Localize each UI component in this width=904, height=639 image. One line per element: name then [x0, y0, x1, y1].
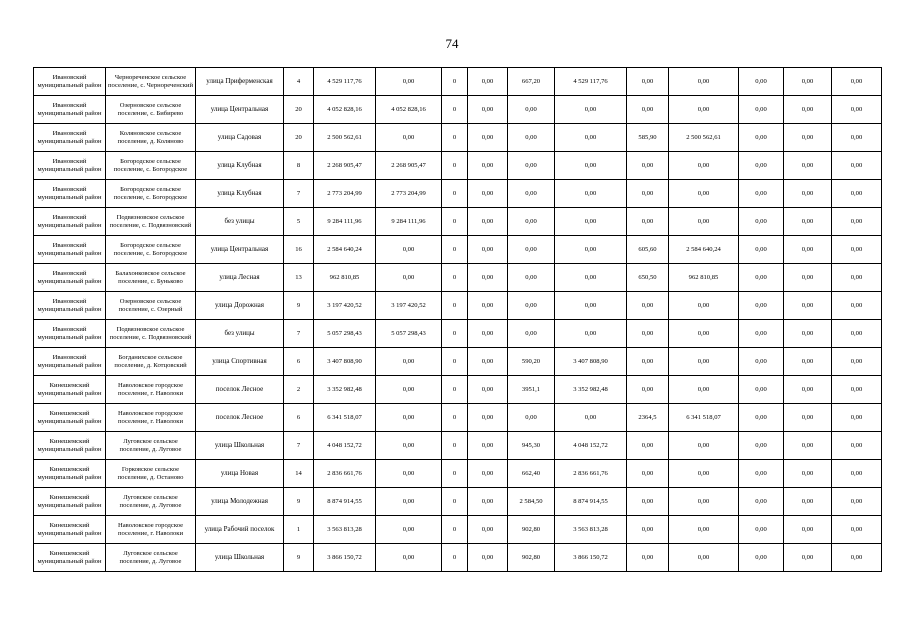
cell-street: улица Лесная — [196, 264, 284, 292]
cell-col-6: 0,00 — [376, 460, 442, 488]
cell-col-11: 0,00 — [627, 96, 669, 124]
cell-street: улица Клубная — [196, 152, 284, 180]
table-row — [34, 264, 882, 292]
cell-col-15: 0,00 — [832, 236, 882, 264]
cell-col-7: 0 — [442, 208, 468, 236]
cell-district: Ивановский муниципальный район — [34, 236, 106, 264]
cell-district: Кинешемский муниципальный район — [34, 544, 106, 572]
cell-col-14: 0,00 — [784, 348, 832, 376]
cell-col-4: 2 — [284, 376, 314, 404]
cell-col-5: 2 500 562,61 — [314, 124, 376, 152]
cell-col-13: 0,00 — [739, 124, 784, 152]
cell-col-11: 0,00 — [627, 376, 669, 404]
cell-district: Ивановский муниципальный район — [34, 152, 106, 180]
cell-settlement: Балахонковское сельское поселение, с. Буньково — [106, 264, 196, 292]
cell-district: Кинешемский муниципальный район — [34, 460, 106, 488]
cell-street: улица Новая — [196, 460, 284, 488]
cell-settlement: Луговское сельское поселение, д. Луговое — [106, 544, 196, 572]
cell-col-9: 0,00 — [508, 96, 555, 124]
cell-col-9: 0,00 — [508, 180, 555, 208]
cell-col-6: 3 197 420,52 — [376, 292, 442, 320]
cell-col-5: 3 352 982,48 — [314, 376, 376, 404]
cell-col-14: 0,00 — [784, 180, 832, 208]
cell-col-7: 0 — [442, 152, 468, 180]
cell-col-4: 6 — [284, 348, 314, 376]
cell-col-12: 0,00 — [669, 96, 739, 124]
cell-col-7: 0 — [442, 264, 468, 292]
cell-street: улица Рабочий поселок — [196, 516, 284, 544]
cell-col-9: 902,80 — [508, 516, 555, 544]
cell-col-14: 0,00 — [784, 264, 832, 292]
cell-col-7: 0 — [442, 460, 468, 488]
cell-col-12: 962 810,85 — [669, 264, 739, 292]
cell-col-10: 0,00 — [555, 96, 627, 124]
cell-col-4: 20 — [284, 124, 314, 152]
cell-col-10: 3 563 813,28 — [555, 516, 627, 544]
cell-col-15: 0,00 — [832, 292, 882, 320]
cell-street: улица Дорожная — [196, 292, 284, 320]
cell-col-12: 0,00 — [669, 460, 739, 488]
cell-col-7: 0 — [442, 404, 468, 432]
cell-col-14: 0,00 — [784, 516, 832, 544]
cell-col-7: 0 — [442, 124, 468, 152]
cell-col-6: 4 052 828,16 — [376, 96, 442, 124]
cell-col-9: 0,00 — [508, 208, 555, 236]
cell-col-10: 0,00 — [555, 208, 627, 236]
cell-col-13: 0,00 — [739, 264, 784, 292]
cell-col-13: 0,00 — [739, 460, 784, 488]
cell-col-8: 0,00 — [468, 124, 508, 152]
cell-col-4: 9 — [284, 292, 314, 320]
cell-col-10: 0,00 — [555, 292, 627, 320]
cell-col-11: 585,90 — [627, 124, 669, 152]
cell-col-13: 0,00 — [739, 208, 784, 236]
cell-col-5: 3 197 420,52 — [314, 292, 376, 320]
cell-col-4: 7 — [284, 320, 314, 348]
cell-col-8: 0,00 — [468, 152, 508, 180]
cell-col-8: 0,00 — [468, 180, 508, 208]
cell-col-6: 0,00 — [376, 516, 442, 544]
cell-col-7: 0 — [442, 432, 468, 460]
cell-col-11: 0,00 — [627, 348, 669, 376]
cell-col-15: 0,00 — [832, 208, 882, 236]
cell-settlement: Богданихское сельское поселение, д. Котцовский — [106, 348, 196, 376]
cell-col-5: 5 057 298,43 — [314, 320, 376, 348]
cell-col-15: 0,00 — [832, 96, 882, 124]
cell-col-13: 0,00 — [739, 376, 784, 404]
cell-col-12: 0,00 — [669, 544, 739, 572]
cell-district: Кинешемский муниципальный район — [34, 432, 106, 460]
cell-col-9: 590,20 — [508, 348, 555, 376]
cell-col-4: 20 — [284, 96, 314, 124]
cell-street: улица Школьная — [196, 432, 284, 460]
cell-col-15: 0,00 — [832, 460, 882, 488]
cell-col-13: 0,00 — [739, 432, 784, 460]
table-row — [34, 376, 882, 404]
cell-col-12: 0,00 — [669, 68, 739, 96]
table-row — [34, 208, 882, 236]
cell-district: Кинешемский муниципальный район — [34, 488, 106, 516]
cell-col-9: 3951,1 — [508, 376, 555, 404]
cell-col-14: 0,00 — [784, 460, 832, 488]
cell-col-11: 650,50 — [627, 264, 669, 292]
cell-col-6: 0,00 — [376, 264, 442, 292]
cell-col-11: 0,00 — [627, 208, 669, 236]
cell-col-12: 0,00 — [669, 180, 739, 208]
cell-col-8: 0,00 — [468, 264, 508, 292]
cell-col-5: 6 341 518,07 — [314, 404, 376, 432]
cell-col-7: 0 — [442, 348, 468, 376]
cell-col-10: 3 407 808,90 — [555, 348, 627, 376]
cell-settlement: Наволокское городское поселение, г. Наволоки — [106, 404, 196, 432]
cell-col-6: 0,00 — [376, 236, 442, 264]
cell-col-8: 0,00 — [468, 488, 508, 516]
cell-col-14: 0,00 — [784, 488, 832, 516]
cell-col-6: 0,00 — [376, 404, 442, 432]
cell-street: улица Садовая — [196, 124, 284, 152]
cell-col-15: 0,00 — [832, 180, 882, 208]
cell-settlement: Озерновское сельское поселение, с. Бибирево — [106, 96, 196, 124]
table-row — [34, 516, 882, 544]
cell-col-7: 0 — [442, 544, 468, 572]
cell-col-8: 0,00 — [468, 516, 508, 544]
cell-col-8: 0,00 — [468, 432, 508, 460]
cell-col-4: 9 — [284, 488, 314, 516]
cell-col-8: 0,00 — [468, 460, 508, 488]
cell-col-9: 0,00 — [508, 264, 555, 292]
cell-district: Ивановский муниципальный район — [34, 264, 106, 292]
cell-col-7: 0 — [442, 96, 468, 124]
cell-col-5: 962 810,85 — [314, 264, 376, 292]
cell-col-12: 0,00 — [669, 152, 739, 180]
cell-col-15: 0,00 — [832, 152, 882, 180]
cell-col-10: 0,00 — [555, 124, 627, 152]
cell-col-6: 2 268 905,47 — [376, 152, 442, 180]
cell-col-13: 0,00 — [739, 544, 784, 572]
cell-col-11: 2364,5 — [627, 404, 669, 432]
page-number: 74 — [445, 36, 459, 51]
cell-street: поселок Лесное — [196, 376, 284, 404]
cell-col-8: 0,00 — [468, 544, 508, 572]
cell-col-14: 0,00 — [784, 292, 832, 320]
cell-col-8: 0,00 — [468, 68, 508, 96]
cell-col-8: 0,00 — [468, 208, 508, 236]
cell-col-4: 14 — [284, 460, 314, 488]
cell-col-10: 8 874 914,55 — [555, 488, 627, 516]
cell-street: улица Спортивная — [196, 348, 284, 376]
cell-settlement: Богородское сельское поселение, с. Богородское — [106, 180, 196, 208]
cell-col-4: 5 — [284, 208, 314, 236]
cell-col-9: 0,00 — [508, 404, 555, 432]
cell-col-8: 0,00 — [468, 320, 508, 348]
cell-col-5: 2 836 661,76 — [314, 460, 376, 488]
cell-col-9: 902,80 — [508, 544, 555, 572]
cell-col-9: 0,00 — [508, 292, 555, 320]
table-row — [34, 68, 882, 96]
table-row — [34, 460, 882, 488]
cell-col-14: 0,00 — [784, 320, 832, 348]
cell-district: Кинешемский муниципальный район — [34, 516, 106, 544]
cell-col-14: 0,00 — [784, 124, 832, 152]
cell-col-6: 5 057 298,43 — [376, 320, 442, 348]
cell-col-5: 4 048 152,72 — [314, 432, 376, 460]
cell-col-6: 0,00 — [376, 68, 442, 96]
cell-col-4: 7 — [284, 180, 314, 208]
cell-street: поселок Лесное — [196, 404, 284, 432]
table-row — [34, 236, 882, 264]
table-row — [34, 124, 882, 152]
cell-settlement: Подвязновское сельское поселение, с. Подвязновский — [106, 208, 196, 236]
cell-district: Ивановский муниципальный район — [34, 292, 106, 320]
cell-settlement: Богородское сельское поселение, с. Богородское — [106, 152, 196, 180]
cell-col-12: 0,00 — [669, 208, 739, 236]
cell-col-9: 662,40 — [508, 460, 555, 488]
cell-col-14: 0,00 — [784, 432, 832, 460]
cell-col-13: 0,00 — [739, 68, 784, 96]
cell-settlement: Наволокское городское поселение, г. Наволоки — [106, 376, 196, 404]
cell-col-9: 0,00 — [508, 236, 555, 264]
cell-col-5: 3 563 813,28 — [314, 516, 376, 544]
cell-col-15: 0,00 — [832, 264, 882, 292]
cell-col-8: 0,00 — [468, 236, 508, 264]
cell-settlement: Наволокское городское поселение, г. Наволоки — [106, 516, 196, 544]
cell-col-7: 0 — [442, 516, 468, 544]
cell-col-15: 0,00 — [832, 544, 882, 572]
cell-col-4: 16 — [284, 236, 314, 264]
cell-col-10: 4 048 152,72 — [555, 432, 627, 460]
cell-col-12: 2 584 640,24 — [669, 236, 739, 264]
cell-street: улица Школьная — [196, 544, 284, 572]
cell-settlement: Луговское сельское поселение, д. Луговое — [106, 488, 196, 516]
data-table — [33, 67, 882, 572]
cell-col-10: 3 352 982,48 — [555, 376, 627, 404]
cell-col-8: 0,00 — [468, 376, 508, 404]
cell-col-10: 0,00 — [555, 264, 627, 292]
cell-col-6: 0,00 — [376, 544, 442, 572]
cell-col-11: 0,00 — [627, 152, 669, 180]
table-row — [34, 348, 882, 376]
cell-street: без улицы — [196, 208, 284, 236]
cell-district: Ивановский муниципальный район — [34, 180, 106, 208]
table-row — [34, 488, 882, 516]
table-row — [34, 544, 882, 572]
cell-col-5: 2 584 640,24 — [314, 236, 376, 264]
cell-col-11: 0,00 — [627, 488, 669, 516]
cell-col-6: 0,00 — [376, 348, 442, 376]
table-row — [34, 320, 882, 348]
cell-street: улица Центральная — [196, 96, 284, 124]
cell-district: Ивановский муниципальный район — [34, 96, 106, 124]
cell-col-11: 0,00 — [627, 320, 669, 348]
cell-col-5: 2 268 905,47 — [314, 152, 376, 180]
cell-col-12: 0,00 — [669, 348, 739, 376]
cell-col-13: 0,00 — [739, 180, 784, 208]
cell-col-5: 9 284 111,96 — [314, 208, 376, 236]
cell-col-12: 6 341 518,07 — [669, 404, 739, 432]
cell-street: улица Молодежная — [196, 488, 284, 516]
cell-col-15: 0,00 — [832, 516, 882, 544]
cell-col-6: 9 284 111,96 — [376, 208, 442, 236]
cell-col-5: 4 529 117,76 — [314, 68, 376, 96]
cell-col-12: 2 500 562,61 — [669, 124, 739, 152]
cell-col-12: 0,00 — [669, 488, 739, 516]
cell-col-7: 0 — [442, 320, 468, 348]
cell-col-11: 0,00 — [627, 460, 669, 488]
cell-district: Ивановский муниципальный район — [34, 348, 106, 376]
cell-settlement: Озерновское сельское поселение, с. Озерный — [106, 292, 196, 320]
cell-col-6: 0,00 — [376, 488, 442, 516]
cell-col-4: 8 — [284, 152, 314, 180]
cell-col-11: 605,60 — [627, 236, 669, 264]
cell-col-15: 0,00 — [832, 404, 882, 432]
cell-col-11: 0,00 — [627, 180, 669, 208]
cell-col-8: 0,00 — [468, 96, 508, 124]
cell-settlement: Горковское сельское поселение, д. Останово — [106, 460, 196, 488]
cell-col-13: 0,00 — [739, 320, 784, 348]
cell-col-13: 0,00 — [739, 516, 784, 544]
cell-settlement: Чернореченское сельское поселение, с. Чернореченский — [106, 68, 196, 96]
cell-street: без улицы — [196, 320, 284, 348]
cell-col-15: 0,00 — [832, 68, 882, 96]
cell-col-13: 0,00 — [739, 404, 784, 432]
cell-settlement: Коляновское сельское поселение, д. Коляново — [106, 124, 196, 152]
cell-col-15: 0,00 — [832, 348, 882, 376]
cell-col-11: 0,00 — [627, 516, 669, 544]
cell-col-13: 0,00 — [739, 348, 784, 376]
cell-col-14: 0,00 — [784, 236, 832, 264]
cell-col-15: 0,00 — [832, 432, 882, 460]
cell-col-10: 3 866 150,72 — [555, 544, 627, 572]
cell-settlement: Богородское сельское поселение, с. Богородское — [106, 236, 196, 264]
cell-col-15: 0,00 — [832, 124, 882, 152]
cell-col-12: 0,00 — [669, 432, 739, 460]
cell-col-7: 0 — [442, 180, 468, 208]
cell-col-12: 0,00 — [669, 320, 739, 348]
cell-col-10: 0,00 — [555, 152, 627, 180]
cell-col-15: 0,00 — [832, 376, 882, 404]
cell-col-10: 0,00 — [555, 320, 627, 348]
cell-col-11: 0,00 — [627, 292, 669, 320]
cell-settlement: Луговское сельское поселение, д. Луговое — [106, 432, 196, 460]
cell-street: улица Приферменская — [196, 68, 284, 96]
table-row — [34, 152, 882, 180]
cell-district: Ивановский муниципальный район — [34, 68, 106, 96]
cell-col-7: 0 — [442, 292, 468, 320]
cell-col-10: 0,00 — [555, 404, 627, 432]
cell-col-13: 0,00 — [739, 292, 784, 320]
cell-col-4: 1 — [284, 516, 314, 544]
cell-col-8: 0,00 — [468, 404, 508, 432]
cell-col-14: 0,00 — [784, 404, 832, 432]
cell-col-10: 0,00 — [555, 236, 627, 264]
cell-col-14: 0,00 — [784, 208, 832, 236]
cell-col-15: 0,00 — [832, 488, 882, 516]
cell-col-7: 0 — [442, 376, 468, 404]
cell-col-13: 0,00 — [739, 152, 784, 180]
cell-settlement: Подвязновское сельское поселение, с. Подвязновский — [106, 320, 196, 348]
cell-col-8: 0,00 — [468, 292, 508, 320]
cell-col-6: 0,00 — [376, 432, 442, 460]
cell-col-5: 3 866 150,72 — [314, 544, 376, 572]
cell-col-9: 667,20 — [508, 68, 555, 96]
cell-col-10: 4 529 117,76 — [555, 68, 627, 96]
cell-col-9: 0,00 — [508, 152, 555, 180]
cell-col-5: 8 874 914,55 — [314, 488, 376, 516]
cell-col-4: 6 — [284, 404, 314, 432]
cell-col-9: 945,30 — [508, 432, 555, 460]
cell-col-14: 0,00 — [784, 376, 832, 404]
cell-col-11: 0,00 — [627, 68, 669, 96]
cell-col-14: 0,00 — [784, 544, 832, 572]
cell-col-7: 0 — [442, 236, 468, 264]
cell-col-14: 0,00 — [784, 68, 832, 96]
cell-col-6: 0,00 — [376, 124, 442, 152]
cell-district: Ивановский муниципальный район — [34, 124, 106, 152]
cell-col-7: 0 — [442, 68, 468, 96]
cell-street: улица Центральная — [196, 236, 284, 264]
cell-col-11: 0,00 — [627, 544, 669, 572]
table-row — [34, 432, 882, 460]
table-row — [34, 292, 882, 320]
cell-col-12: 0,00 — [669, 292, 739, 320]
cell-col-5: 2 773 204,99 — [314, 180, 376, 208]
cell-col-10: 0,00 — [555, 180, 627, 208]
cell-col-12: 0,00 — [669, 376, 739, 404]
cell-col-9: 0,00 — [508, 124, 555, 152]
table-row — [34, 180, 882, 208]
cell-col-9: 2 584,50 — [508, 488, 555, 516]
cell-col-13: 0,00 — [739, 236, 784, 264]
cell-street: улица Клубная — [196, 180, 284, 208]
cell-district: Ивановский муниципальный район — [34, 208, 106, 236]
cell-col-14: 0,00 — [784, 96, 832, 124]
cell-col-4: 4 — [284, 68, 314, 96]
cell-col-14: 0,00 — [784, 152, 832, 180]
cell-col-9: 0,00 — [508, 320, 555, 348]
cell-col-5: 4 052 828,16 — [314, 96, 376, 124]
cell-district: Кинешемский муниципальный район — [34, 376, 106, 404]
cell-col-13: 0,00 — [739, 488, 784, 516]
table-row — [34, 96, 882, 124]
cell-col-8: 0,00 — [468, 348, 508, 376]
table-body — [34, 68, 882, 572]
cell-col-4: 7 — [284, 432, 314, 460]
cell-district: Кинешемский муниципальный район — [34, 404, 106, 432]
cell-col-4: 13 — [284, 264, 314, 292]
cell-col-10: 2 836 661,76 — [555, 460, 627, 488]
cell-col-13: 0,00 — [739, 96, 784, 124]
cell-col-12: 0,00 — [669, 516, 739, 544]
cell-col-7: 0 — [442, 488, 468, 516]
cell-col-6: 0,00 — [376, 376, 442, 404]
cell-district: Ивановский муниципальный район — [34, 320, 106, 348]
cell-col-5: 3 407 808,90 — [314, 348, 376, 376]
cell-col-15: 0,00 — [832, 320, 882, 348]
table-row — [34, 404, 882, 432]
cell-col-11: 0,00 — [627, 432, 669, 460]
cell-col-6: 2 773 204,99 — [376, 180, 442, 208]
cell-col-4: 9 — [284, 544, 314, 572]
